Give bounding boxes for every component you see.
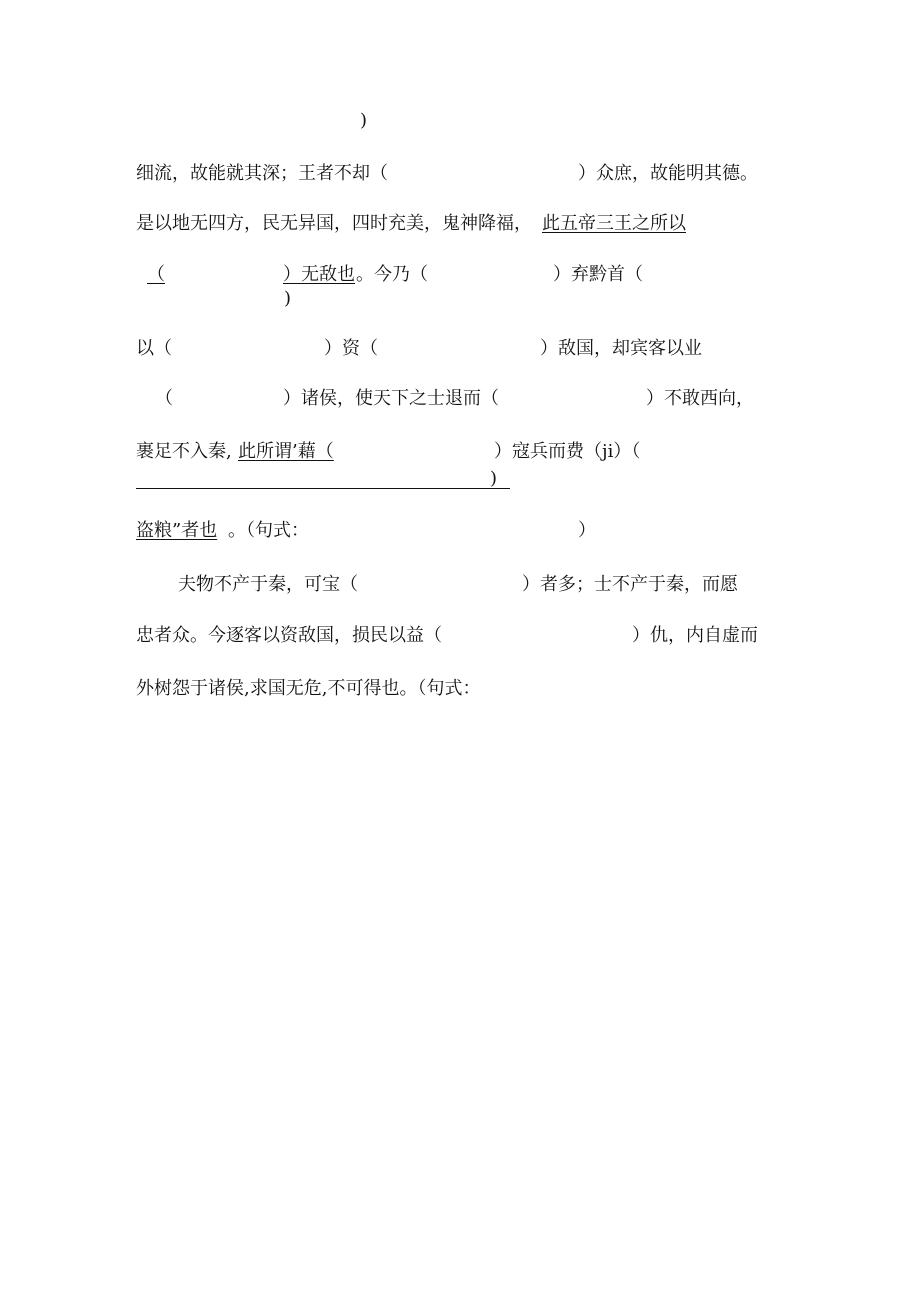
text-fragment: ) bbox=[360, 110, 368, 131]
text-fragment: （ bbox=[155, 388, 173, 409]
underlined-blank: （ bbox=[147, 264, 165, 285]
text-fragment: ）不敢西向， bbox=[646, 388, 754, 409]
text-fragment: ）寇兵而费（ji）（ bbox=[494, 441, 641, 462]
underlined-phrase: 此五帝三王之所以 bbox=[542, 213, 686, 234]
underline-rule bbox=[136, 488, 510, 489]
text-fragment: ）众庶，故能明其德。 bbox=[578, 163, 758, 184]
text-fragment: 外树怨于诸侯,求国无危,不可得也。（句式： bbox=[136, 678, 481, 699]
text-fragment: ) bbox=[284, 288, 292, 309]
text-fragment: 夫物不产于秦，可宝（ bbox=[178, 574, 358, 595]
text-fragment: ）者多；士不产于秦，而愿 bbox=[522, 574, 738, 595]
text-fragment: 细流，故能就其深；王者不却（ bbox=[136, 163, 388, 184]
text-fragment: 忠者众。今逐客以资敌国，损民以益（ bbox=[136, 625, 442, 646]
text-fragment: ）敌国，却宾客以业 bbox=[540, 338, 702, 359]
text-fragment: ） bbox=[578, 520, 596, 541]
text-fragment: 裹足不入秦, bbox=[136, 441, 232, 462]
underlined-phrase: 盗粮”者也 bbox=[136, 520, 218, 541]
text-fragment: ）资（ bbox=[324, 338, 378, 359]
text-fragment: ) bbox=[490, 468, 498, 489]
underlined-phrase: 此所谓’藉（ bbox=[238, 441, 334, 462]
text-fragment: 。（句式： bbox=[228, 520, 309, 541]
text-fragment: 。今乃（ bbox=[356, 264, 428, 285]
text-fragment: ）诸侯，使天下之士退而（ bbox=[283, 388, 499, 409]
text-fragment: 以（ bbox=[136, 338, 172, 359]
text-fragment: ）仇，内自虚而 bbox=[632, 625, 758, 646]
text-fragment: 是以地无四方，民无异国，四时充美，鬼神降福， bbox=[136, 213, 532, 234]
underlined-phrase: ）无敌也 bbox=[283, 264, 355, 285]
text-fragment: ）弃黔首（ bbox=[553, 264, 643, 285]
